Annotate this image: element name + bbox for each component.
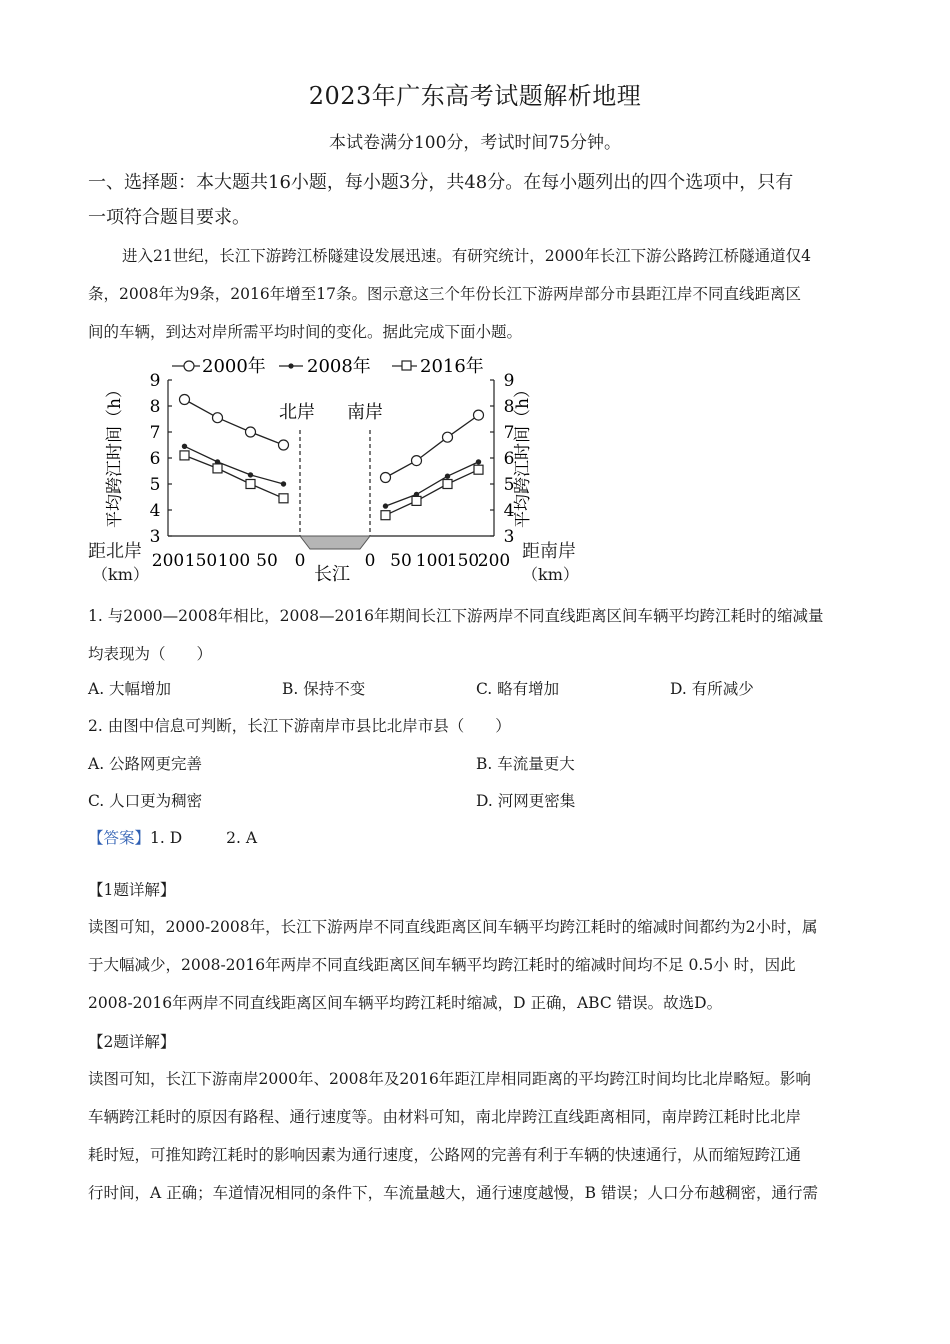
y-tick-label-left: 9 [149, 371, 161, 391]
section-heading-line2: 一项符合题目要求。 [88, 207, 250, 228]
y-axis-title-left: 平均跨江时间（h） [105, 381, 125, 528]
y-tick-label-right: 9 [503, 371, 515, 391]
legend-2016-marker [402, 361, 411, 370]
x-tick-label-south: 0 [364, 551, 376, 571]
legend-2016-label: 2016年 [420, 356, 484, 377]
data-point-south-2008 [445, 474, 450, 479]
detail2-line2: 车辆跨江耗时的原因有路程、通行速度等。由材料可知，南北岸跨江直线距离相同，南岸跨江耗时比北岸 [88, 1108, 802, 1126]
x-tick-label-north: 50 [256, 551, 278, 571]
x-tick-label-south: 50 [390, 551, 412, 571]
y-tick-label-right: 8 [503, 397, 515, 417]
river-label: 长江 [314, 564, 350, 585]
detail1-line2: 于大幅减少，2008-2016年两岸不同直线距离区间车辆平均跨江耗时的缩减时间均不足 0.5小 时，因此 [88, 956, 796, 974]
passage-line1: 进入21世纪，长江下游跨江桥隧建设发展迅速。有研究统计，2000年长江下游公路跨江桥隧通道仅4 [122, 247, 812, 265]
detail2-heading: 【2题详解】 [88, 1033, 176, 1051]
y-axis-title-right: 平均跨江时间（h） [513, 381, 533, 528]
y-tick-label-right: 6 [503, 449, 515, 469]
answer-1: 1. D [150, 829, 183, 847]
data-point-north-2008 [281, 481, 286, 486]
y-tick-label-left: 3 [149, 527, 161, 547]
x-axis-title-north: 距北岸 [88, 541, 142, 562]
answer-2: 2. A [226, 829, 258, 847]
question2-line1: 2. 由图中信息可判断，长江下游南岸市县比北岸市县（ ） [88, 717, 511, 735]
data-point-south-2016 [474, 465, 483, 474]
x-axis-unit-south: （km） [522, 565, 579, 584]
detail1-line1: 读图可知，2000-2008年，长江下游两岸不同直线距离区间车辆平均跨江耗时的缩减时间都约为2小时，属 [88, 918, 818, 936]
series-line-north-2016 [185, 455, 284, 498]
q1-option-c[interactable]: C. 略有增加 [476, 680, 560, 698]
data-point-north-2000 [213, 413, 223, 423]
question1-line1: 1. 与2000—2008年相比，2008—2016年期间长江下游两岸不同直线距离区间车辆平均跨江耗时的缩减量 [88, 607, 824, 625]
data-point-north-2000 [246, 427, 256, 437]
x-tick-label-north: 200 [151, 551, 185, 571]
data-point-north-2016 [279, 494, 288, 503]
data-point-south-2008 [383, 503, 388, 508]
x-axis-title-south: 距南岸 [522, 541, 576, 562]
y-tick-label-right: 3 [503, 527, 515, 547]
data-point-north-2016 [213, 464, 222, 473]
data-point-north-2016 [246, 480, 255, 489]
data-point-south-2000 [443, 432, 453, 442]
y-tick-label-right: 5 [503, 475, 515, 495]
question1-line2: 均表现为（ ） [88, 645, 213, 663]
answer-line [88, 826, 257, 848]
answer-tag: 【答案】 [88, 829, 151, 847]
data-point-north-2016 [180, 451, 189, 460]
data-point-north-2008 [182, 444, 187, 449]
series-line-south-2008 [386, 462, 479, 506]
detail2-line4: 行时间，A 正确；车道情况相同的条件下，车流量越大，通行速度越慢，B 错误；人口分布越稠密，通行需 [88, 1184, 818, 1202]
detail2-line1: 读图可知，长江下游南岸2000年、2008年及2016年距江岸相同距离的平均跨江时间均比北岸略短。影响 [88, 1070, 811, 1088]
x-tick-label-north: 0 [294, 551, 306, 571]
series-line-north-2000 [185, 400, 284, 446]
data-point-north-2008 [248, 472, 253, 477]
series-line-south-2016 [386, 470, 479, 516]
exam-info: 本试卷满分100分，考试时间75分钟。 [328, 133, 622, 153]
legend-2008-label: 2008年 [307, 356, 371, 377]
y-tick-label-left: 7 [149, 423, 161, 443]
yangtze-river-shape [300, 536, 370, 549]
y-tick-label-left: 5 [149, 475, 161, 495]
passage-line2: 条，2008年为9条，2016年增至17条。图示意这三个年份长江下游两岸部分市县距江岸不同直线距离区 [88, 285, 801, 303]
data-point-south-2000 [381, 473, 391, 483]
legend-2008-marker [288, 363, 293, 368]
legend-2000-marker [184, 361, 194, 371]
q2-option-b[interactable]: B. 车流量更大 [476, 755, 575, 773]
crossing-time-chart [84, 350, 584, 590]
y-tick-label-right: 7 [503, 423, 515, 443]
q2-option-d[interactable]: D. 河网更密集 [476, 792, 576, 810]
chart-legend [172, 355, 484, 377]
data-point-south-2008 [476, 459, 481, 464]
y-tick-label-right: 4 [503, 501, 515, 521]
q2-option-a[interactable]: A. 公路网更完善 [88, 755, 203, 773]
y-tick-label-left: 4 [149, 501, 161, 521]
passage-line3: 间的车辆，到达对岸所需平均时间的变化。据此完成下面小题。 [88, 323, 523, 341]
data-point-north-2000 [279, 440, 289, 450]
q2-option-c[interactable]: C. 人口更为稠密 [88, 792, 203, 810]
data-point-south-2000 [474, 410, 484, 420]
data-point-south-2000 [412, 456, 422, 466]
q1-option-a[interactable]: A. 大幅增加 [88, 680, 172, 698]
data-point-south-2016 [412, 496, 421, 505]
legend-2000-label: 2000年 [202, 356, 266, 377]
x-tick-label-south: 150 [446, 551, 480, 571]
section-heading-line1: 一、选择题：本大题共16小题，每小题3分，共48分。在每小题列出的四个选项中，只有 [88, 172, 794, 193]
x-tick-label-north: 100 [217, 551, 251, 571]
x-tick-label-north: 150 [184, 551, 218, 571]
y-tick-label-left: 6 [149, 449, 161, 469]
y-tick-label-left: 8 [149, 397, 161, 417]
series-line-north-2008 [185, 446, 284, 484]
page-title: 2023年广东高考试题解析地理 [308, 82, 642, 110]
detail1-line3: 2008-2016年两岸不同直线距离区间车辆平均跨江耗时缩减，D 正确，ABC 错误。故选D。 [88, 994, 723, 1012]
south-bank-label: 南岸 [347, 402, 383, 423]
x-tick-label-south: 200 [477, 551, 511, 571]
detail2-line3: 耗时短，可推知跨江耗时的影响因素为通行速度，公路网的完善有利于车辆的快速通行，从而缩短跨江通 [88, 1146, 802, 1164]
data-point-south-2016 [381, 511, 390, 520]
q1-option-b[interactable]: B. 保持不变 [282, 680, 366, 698]
data-point-south-2016 [443, 480, 452, 489]
data-point-north-2000 [180, 395, 190, 405]
x-axis-unit-north: （km） [92, 565, 149, 584]
north-bank-label: 北岸 [279, 402, 315, 423]
detail1-heading: 【1题详解】 [88, 881, 176, 899]
q1-option-d[interactable]: D. 有所减少 [670, 680, 754, 698]
x-tick-label-south: 100 [415, 551, 449, 571]
